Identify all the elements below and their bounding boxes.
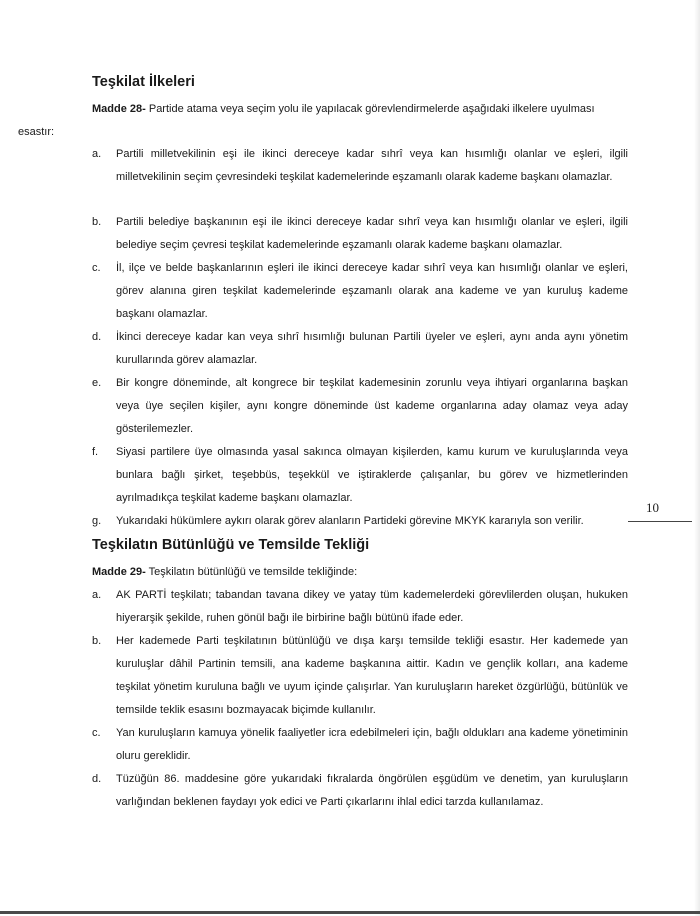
list-item xyxy=(92,372,628,441)
list-item-text: Bir kongre döneminde, alt kongrece bir teşkilat kademesinin zorunlu veya ihtiyari organlarına başkan veya üye seçilen kişiler, aynı kongre döneminde üst kademe organlarına aday olamaz veya aday gösterilemezler. xyxy=(116,377,628,435)
list-item-letter: c. xyxy=(92,262,101,274)
list-item-letter: b. xyxy=(92,216,102,228)
list-item-letter: c. xyxy=(92,727,101,739)
list-item xyxy=(92,722,628,768)
list-item xyxy=(92,584,628,630)
list-item-letter: f. xyxy=(92,446,99,458)
list-item xyxy=(92,510,628,533)
page-bottom-border xyxy=(0,911,700,914)
madde-28-continuation: esastır: xyxy=(18,126,55,138)
madde-29-text: Teşkilatın bütünlüğü ve temsilde tekliğinde: xyxy=(145,566,358,578)
list-item xyxy=(92,326,628,372)
madde-28-intro xyxy=(92,103,595,115)
page-number-underline xyxy=(628,521,692,522)
list-item-text: Siyasi partilere üye olmasında yasal sakınca olmayan kişilerden, kamu kurum ve kuruluşlarında veya bunlara bağlı şirket, teşebbüs, teşekkül ve iştiraklerde çalışanlar, bu görev ve hizmetlerinden ayrılmadıkça teşkilat kademe başkanı olamazlar. xyxy=(116,446,628,504)
page-number: 10 xyxy=(646,500,659,515)
list-item-text: Partili milletvekilinin eşi ile ikinci dereceye kadar sıhrî veya kan hısımlığı olanlar ve eşleri, ilgili milletvekilinin seçim çevresindeki teşkilat kademelerinde eşzamanlı olarak kademe başkanı olamazlar. xyxy=(116,148,628,183)
list-item-text: Tüzüğün 86. maddesine göre yukarıdaki fıkralarda öngörülen eşgüdüm ve denetim, yan kuruluşların varlığından beklenen faydayı yok edici ve Parti çıkarlarını ihlal edici tarzda kullanılamaz. xyxy=(116,773,628,808)
list-item-letter: d. xyxy=(92,773,102,785)
list-item xyxy=(92,211,628,257)
list-item-text: İl, ilçe ve belde başkanlarının eşleri ile ikinci dereceye kadar sıhrî veya kan hısımlığı olanlar ve eşleri, görev alanına giren teşkilat kademelerinde eşzamanlı olarak ana kademe ve yan kuruluş kademe başkanı olamazlar. xyxy=(116,262,628,320)
list-item-letter: d. xyxy=(92,331,102,343)
section-heading-teskilatin-butunlugu: Teşkilatın Bütünlüğü ve Temsilde Tekliği xyxy=(92,537,370,553)
section-heading-teskilat-ilkeleri: Teşkilat İlkeleri xyxy=(92,74,195,90)
madde-28-text: Partide atama veya seçim yolu ile yapılacak görevlendirmelerde aşağıdaki ilkelere uyulması xyxy=(145,103,595,115)
list-item-text: İkinci dereceye kadar kan veya sıhrî hısımlığı bulunan Partili üyeler ve eşleri, aynı anda aynı yönetim kurullarında görev alamazlar. xyxy=(116,331,628,366)
page-edge-shadow xyxy=(694,0,700,916)
list-item xyxy=(92,441,628,510)
list-item-letter: b. xyxy=(92,635,102,647)
list-item-text: Partili belediye başkanının eşi ile ikinci dereceye kadar sıhrî veya kan hısımlığı olanlar ve eşleri, ilgili belediye seçim çevresi teşkilat kademelerinde eşzamanlı olarak kademe başkanı olamazlar. xyxy=(116,216,628,251)
list-item xyxy=(92,257,628,326)
list-item-letter: a. xyxy=(92,589,102,601)
list-item xyxy=(92,768,628,814)
list-item xyxy=(92,630,628,722)
list-item-text: Yan kuruluşların kamuya yönelik faaliyetler icra edebilmeleri için, bağlı oldukları ana kademe yönetiminin oluru gereklidir. xyxy=(116,727,628,762)
list-item-text: AK PARTİ teşkilatı; tabandan tavana dikey ve yatay tüm kademelerdeki görevlilerden oluşan, hukuken hiyerarşik şekilde, ruhen gönül bağı ile birbirine bağlı bütünü ifade eder. xyxy=(116,589,628,624)
list-item-letter: e. xyxy=(92,377,102,389)
madde-28-label: Madde 28- xyxy=(92,103,146,115)
madde-29-label: Madde 29- xyxy=(92,566,146,578)
madde-29-intro xyxy=(92,566,357,578)
list-item-text: Yukarıdaki hükümlere aykırı olarak görev alanların Partideki görevine MKYK kararıyla son verilir. xyxy=(116,515,584,527)
list-item xyxy=(92,143,628,189)
list-item-letter: a. xyxy=(92,148,102,160)
list-item-letter: g. xyxy=(92,515,102,527)
list-item-text: Her kademede Parti teşkilatının bütünlüğü ve dışa karşı temsilde tekliği esastır. Her kademede yan kuruluşlar dâhil Partinin temsili, ana kademe başkanına aittir. Kadın ve gençlik kolları, ana kademe teşkilat yönetim kuruluna bağlı ve uyum içinde çalışırlar. Yan kuruluşların hareket özgürlüğü, bütünlük ve temsilde teklik esasını bozmayacak biçimde kullanılır. xyxy=(116,635,628,716)
